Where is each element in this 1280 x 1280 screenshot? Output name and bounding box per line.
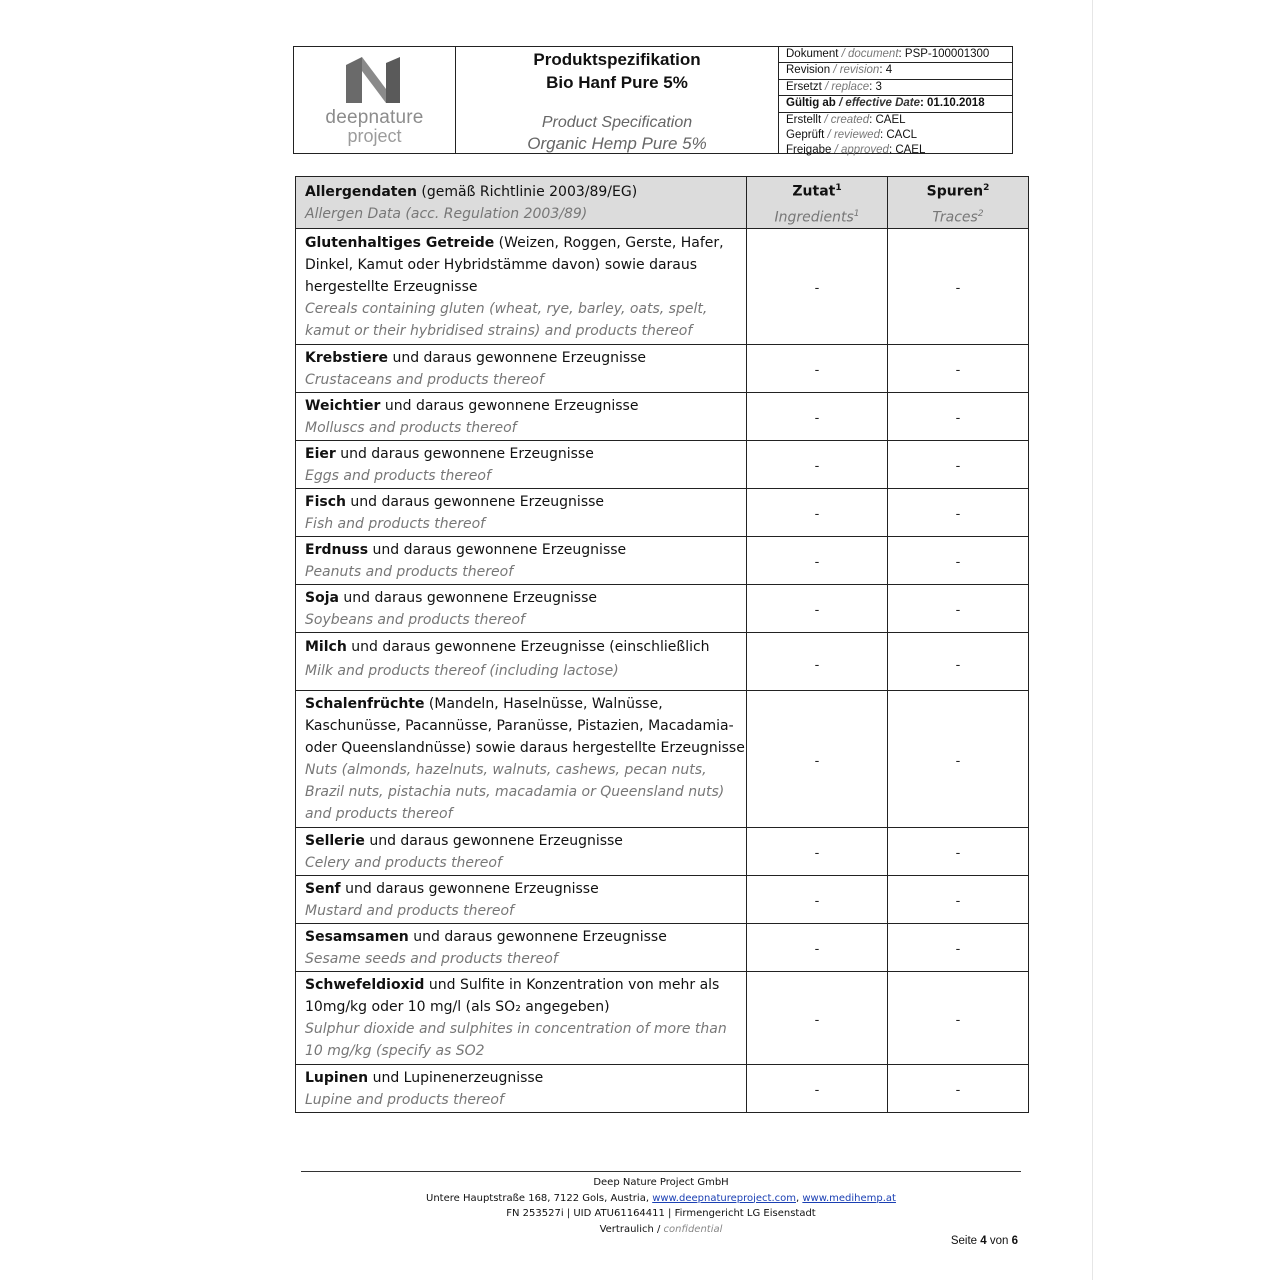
allergen-cell: Schalenfrüchte (Mandeln, Haselnüsse, Walnüsse, Kaschunüsse, Pacannüsse, Paranüsse, Pistazien, Macadamia- oder Queenslandnüsse) sowie daraus hergestellte Erzeugnisse Nuts (almonds, hazelnuts, walnuts, cashews, pecan nuts, Brazil nuts, pistachia nuts, macadamia or Queensland nuts) and products thereof [296,691,747,828]
traces-cell: - [888,441,1029,489]
allergen-cell: Lupinen und Lupinenerzeugnisse Lupine and products thereof [296,1065,747,1113]
ingredient-cell: - [747,585,888,633]
meta-revision: Revision / revision: 4 [786,64,893,77]
link-deepnatureproject[interactable]: www.deepnatureproject.com [652,1192,796,1204]
allergen-cell: Erdnuss und daraus gewonnene Erzeugnisse Peanuts and products thereof [296,537,747,585]
meta-document: Dokument / document: PSP-100001300 [779,47,1012,63]
header-title-block [456,47,779,153]
meta-created: Erstellt / created: CAEL [786,113,906,126]
footer-company: Deep Nature Project GmbH [593,1177,729,1188]
table-row [296,828,1029,876]
table-header-row [296,177,1029,229]
header-allergen-col: Allergendaten (gemäß Richtlinie 2003/89/EG) Allergen Data (acc. Regulation 2003/89) [296,177,747,229]
document-meta [779,47,1012,157]
ingredient-cell: - [747,828,888,876]
allergen-cell: Schwefeldioxid und Sulfite in Konzentration von mehr als 10mg/kg oder 10 mg/l (als SO₂ angegeben) Sulphur dioxide and sulphites in concentration of more than 10 mg/kg (specify as SO2 [296,972,747,1065]
meta-effective-date: Gültig ab / effective Date: 01.10.2018 [779,96,1012,112]
logo-text-project: project [347,126,402,146]
traces-cell: - [888,537,1029,585]
traces-cell: - [888,489,1029,537]
footer-divider [301,1171,1021,1172]
table-row [296,1065,1029,1113]
meta-replace: Ersetzt / replace: 3 [779,79,1012,96]
ingredient-cell: - [747,924,888,972]
link-medihemp[interactable]: www.medihemp.at [802,1192,896,1204]
table-row [296,876,1029,924]
ingredient-cell: - [747,489,888,537]
table-row [296,393,1029,441]
company-logo [294,47,456,153]
footer-registry: FN 253527i | UID ATU61164411 | Firmengericht LG Eisenstadt [506,1208,816,1219]
allergen-cell: Eier und daraus gewonnene Erzeugnisse Eggs and products thereof [296,441,747,489]
allergen-cell: Glutenhaltiges Getreide (Weizen, Roggen, Gerste, Hafer, Dinkel, Kamut oder Hybridstämme davon) sowie daraus hergestellte Erzeugnisse Cereals containing gluten (wheat, rye, barley, oats, spelt, kamut or their hybridised strains) and products thereof [296,229,747,345]
traces-cell: - [888,876,1029,924]
allergen-cell: Soja und daraus gewonnene Erzeugnisse Soybeans and products thereof [296,585,747,633]
ingredient-cell: - [747,229,888,345]
ingredient-cell: - [747,393,888,441]
traces-cell [888,633,1029,691]
allergen-table [295,176,1029,1113]
table-row [296,633,1029,691]
allergen-cell: Senf und daraus gewonnene Erzeugnisse Mustard and products thereof [296,876,747,924]
ingredient-cell: - [747,345,888,393]
table-row [296,972,1029,1065]
title-en-line1: Product Specification [541,114,693,131]
page-edge [1092,0,1093,1280]
table-row [296,229,1029,345]
ingredient-cell: - [747,876,888,924]
table-row [296,537,1029,585]
table-row [296,924,1029,972]
page-footer [301,1175,1021,1237]
allergen-cell: Sesamsamen und daraus gewonnene Erzeugnisse Sesame seeds and products thereof [296,924,747,972]
table-row [296,441,1029,489]
table-row [296,585,1029,633]
table-row [296,345,1029,393]
header-ingredients-col: Zutat$^1$ Ingredients$^1$ [747,177,888,229]
table-row [296,489,1029,537]
traces-cell: - [888,229,1029,345]
traces-cell: - [888,691,1029,828]
allergen-cell: Fisch und daraus gewonnene Erzeugnisse Fish and products thereof [296,489,747,537]
logo-text-deepnature: deepnature [325,107,424,128]
ingredient-cell: - [747,537,888,585]
traces-cell: - [888,1065,1029,1113]
table-row [296,691,1029,828]
allergen-cell: Weichtier und daraus gewonnene Erzeugnisse Molluscs and products thereof [296,393,747,441]
allergen-cell: Milch und daraus gewonnene Erzeugnisse (einschließlich Milk and products thereof (including lactose) [296,633,747,691]
allergen-cell: Sellerie und daraus gewonnene Erzeugnisse Celery and products thereof [296,828,747,876]
meta-approved: Freigabe / approved: CAEL [786,144,926,157]
ingredient-cell: - [747,691,888,828]
traces-cell: - [888,585,1029,633]
deepnature-n-logo-icon [342,55,406,105]
ingredient-cell: - [747,1065,888,1113]
header-traces-col: Spuren$^2$ Traces$^2$ [888,177,1029,229]
ingredient-cell [747,633,888,691]
traces-cell: - [888,345,1029,393]
ingredient-cell: - [747,972,888,1065]
title-de-line1: Produktspezifikation [533,50,701,69]
title-en-line2: Organic Hemp Pure 5% [527,134,707,153]
ingredient-cell: - [747,441,888,489]
traces-cell: - [888,972,1029,1065]
traces-cell: - [888,924,1029,972]
traces-cell: - [888,393,1029,441]
footer-address: Untere Hauptstraße 168, 7122 Gols, Austria, www.deepnatureproject.com, www.medihemp.at [426,1192,896,1204]
allergen-cell: Krebstiere und daraus gewonnene Erzeugnisse Crustaceans and products thereof [296,345,747,393]
meta-reviewed: Geprüft / reviewed: CACL [786,128,918,141]
title-de-line2: Bio Hanf Pure 5% [546,73,688,92]
document-header [293,46,1013,157]
page-number: Seite 4 von 6 [950,1235,1018,1247]
traces-cell: - [888,828,1029,876]
footer-confidential: Vertraulich / confidential [599,1223,723,1235]
